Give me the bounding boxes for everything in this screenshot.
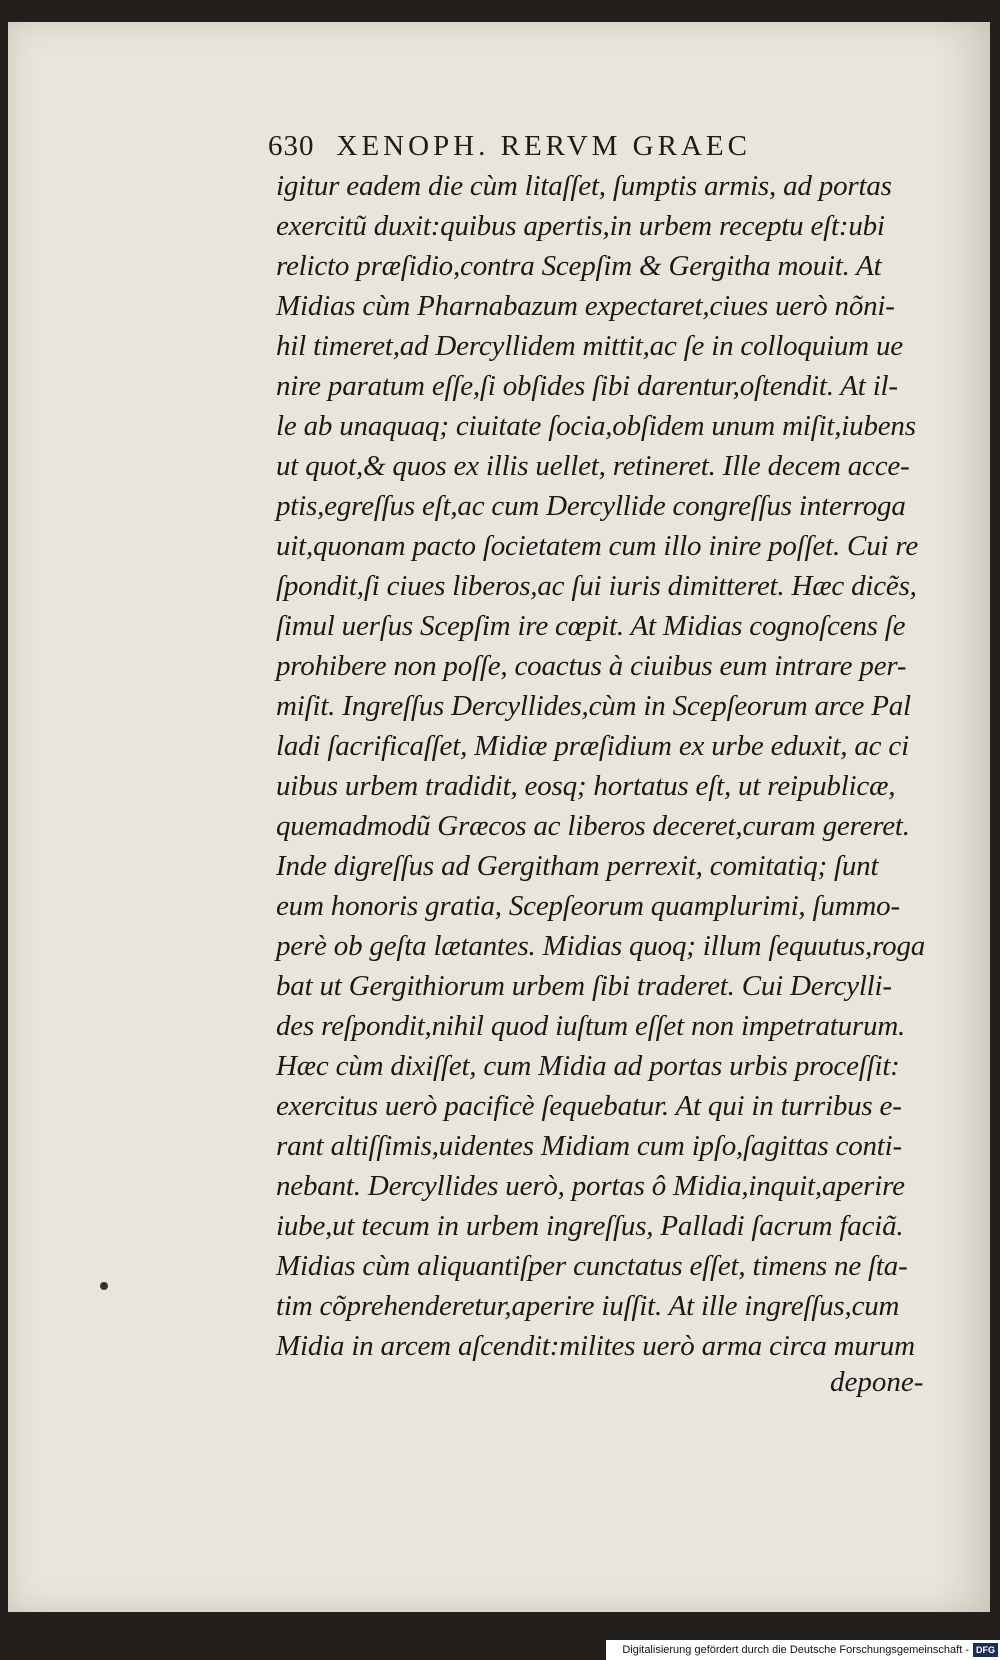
text-line: le ab unaquaq; ciuitate ſocia,obſidem unum miſit,iubens [276, 410, 916, 442]
text-line: uibus urbem tradidit, eosq; hortatus eſt, ut reipublicæ, [276, 770, 896, 802]
text-line: uit,quonam pacto ſocietatem cum illo inire poſſet. Cui re [276, 530, 919, 562]
text-line: iube,ut tecum in urbem ingreſſus, Palladi ſacrum faciã. [276, 1210, 904, 1242]
text-line: des reſpondit,nihil quod iuſtum eſſet non impetraturum. [276, 1010, 906, 1042]
page-gutter-shadow [935, 22, 990, 1612]
text-line: Midias cùm Pharnabazum expectaret,ciues uerò nõni- [276, 290, 895, 322]
text-line: quemadmodũ Græcos ac liberos deceret,curam gereret. [276, 810, 910, 842]
text-line: ſpondit,ſi ciues liberos,ac ſui iuris dimitteret. Hæc dicẽs, [276, 570, 917, 602]
dfg-logo: DFG [973, 1643, 998, 1657]
text-line: tim cõprehenderetur,aperire iuſſit. At ille ingreſſus,cum [276, 1290, 900, 1322]
catchword: depone- [830, 1366, 924, 1398]
text-line: perè ob geſta lætantes. Midias quoq; illum ſequutus,roga [276, 930, 926, 962]
text-line: eum honoris gratia, Scepſeorum quamplurimi, ſummo- [276, 890, 900, 922]
text-line: ptis,egreſſus eſt,ac cum Dercyllide congreſſus interroga [276, 490, 906, 522]
running-head [268, 130, 751, 163]
page-number: 630 [268, 130, 315, 162]
text-line: nebant. Dercyllides uerò, portas ô Midia,inquit,aperire [276, 1170, 905, 1202]
ink-spot [100, 1282, 108, 1290]
text-line: exercitũ duxit:quibus apertis,in urbem receptu eſt:ubi [276, 210, 885, 242]
text-line: nire paratum eſſe,ſi obſides ſibi darentur,oſtendit. At il- [276, 370, 898, 402]
text-line: hil timeret,ad Dercyllidem mittit,ac ſe in colloquium ue [276, 330, 903, 362]
running-title: XENOPH. RERVM GRAEC [336, 130, 751, 162]
text-line: rant altiſſimis,uidentes Midiam cum ipſo,ſagittas conti- [276, 1130, 902, 1162]
text-line: relicto præſidio,contra Scepſim & Gergitha mouit. At [276, 250, 882, 282]
text-line: Midia in arcem aſcendit:milites uerò arma circa murum [276, 1330, 915, 1362]
text-line: igitur eadem die cùm litaſſet, ſumptis armis, ad portas [276, 170, 892, 202]
text-line: miſit. Ingreſſus Dercyllides,cùm in Scepſeorum arce Pal [276, 690, 911, 722]
text-block [276, 166, 941, 1366]
text-line: ut quot,& quos ex illis uellet, retineret. Ille decem acce- [276, 450, 910, 482]
text-line: prohibere non poſſe, coactus à ciuibus eum intrare per- [276, 650, 907, 682]
text-line: bat ut Gergithiorum urbem ſibi traderet. Cui Dercylli- [276, 970, 892, 1002]
text-line: Inde digreſſus ad Gergitham perrexit, comitatiq; ſunt [276, 850, 879, 882]
text-line: ſimul uerſus Scepſim ire cœpit. At Midias cognoſcens ſe [276, 610, 906, 642]
text-line: ladi ſacrificaſſet, Midiæ præſidium ex urbe eduxit, ac ci [276, 730, 909, 762]
text-line: exercitus uerò pacificè ſequebatur. At qui in turribus e- [276, 1090, 902, 1122]
book-page [8, 22, 990, 1612]
digitization-credit [606, 1640, 1000, 1660]
text-line: Midias cùm aliquantiſper cunctatus eſſet, timens ne ſta- [276, 1250, 908, 1282]
text-line: Hæc cùm dixiſſet, cum Midia ad portas urbis proceſſit: [276, 1050, 900, 1082]
credit-text: Digitalisierung gefördert durch die Deutsche Forschungsgemeinschaft - [622, 1644, 969, 1656]
